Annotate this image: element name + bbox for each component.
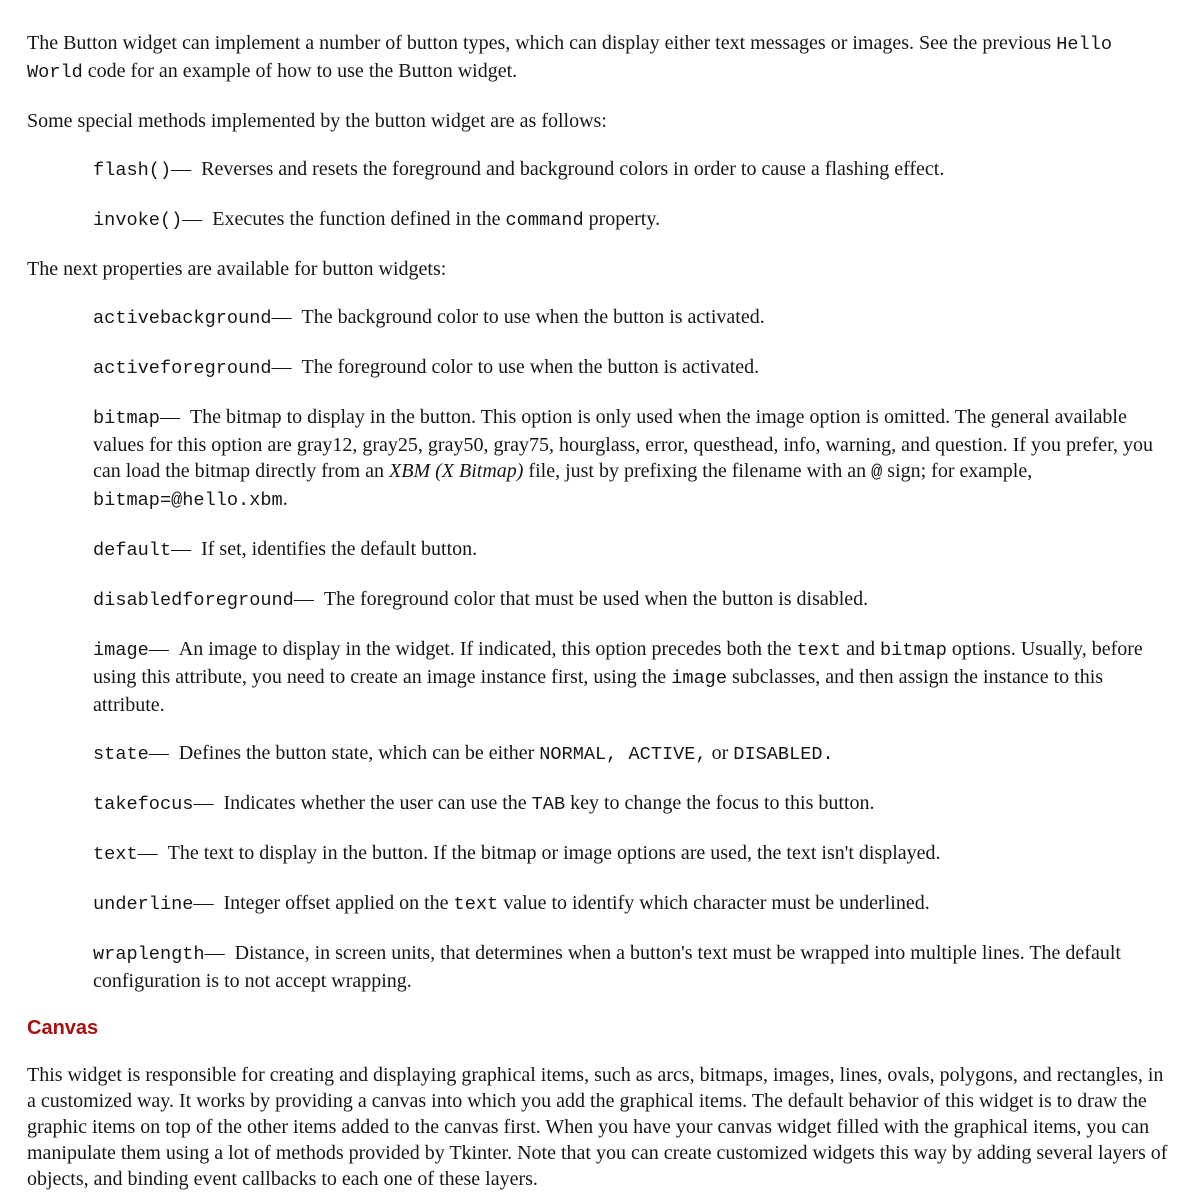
inline-code: @ xyxy=(871,462,883,483)
text-run: — xyxy=(204,942,235,964)
text-run: — xyxy=(293,588,324,610)
text-run: Reverses and resets the foreground and background colors in order to cause a flashing effect. xyxy=(201,158,945,180)
inline-code: bitmap=@hello.xbm xyxy=(93,490,283,511)
text-run: — xyxy=(148,638,179,660)
text-run: An image to display in the widget. If indicated, this option precedes both the xyxy=(178,638,797,660)
text-run: Indicates whether the user can use the xyxy=(223,792,532,814)
inline-code: Hello World xyxy=(27,34,1112,83)
text-run: Executes the function defined in the xyxy=(212,208,506,230)
text-run: The foreground color to use when the button is activated. xyxy=(301,356,760,378)
list-item-activeforeground xyxy=(93,354,1173,382)
inline-code: command xyxy=(505,210,584,231)
text-run: — xyxy=(193,892,224,914)
paragraph-properties-intro xyxy=(27,256,1173,282)
list-item-underline xyxy=(93,890,1173,918)
inline-code: DISABLED. xyxy=(733,744,834,765)
text-run: file, just by prefixing the filename with an xyxy=(523,460,872,482)
inline-code: image xyxy=(671,668,727,689)
inline-code: activeforeground xyxy=(93,358,272,379)
text-run: — xyxy=(148,742,179,764)
inline-code: TAB xyxy=(531,794,566,815)
text-run: — xyxy=(137,842,168,864)
text-run: subclasses, and then assign the instance to this attribute. xyxy=(93,666,1104,716)
inline-code: bitmap xyxy=(93,408,160,429)
inline-italic: XBM (X Bitmap) xyxy=(389,460,524,482)
inline-code: wraplength xyxy=(93,944,205,965)
text-run: Defines the button state, which can be either xyxy=(178,742,540,764)
inline-code: text xyxy=(453,894,499,915)
list-item-state xyxy=(93,740,1173,768)
text-run: code for an example of how to use the Button widget. xyxy=(82,60,518,82)
text-run: The Button widget can implement a number of button types, which can display either text messages or images. See the previous xyxy=(27,32,1057,54)
text-run: The next properties are available for button widgets: xyxy=(27,258,447,280)
list-item-activebackground xyxy=(93,304,1173,332)
inline-code: activebackground xyxy=(93,308,272,329)
list-item-flash xyxy=(93,156,1173,184)
inline-code: NORMAL, ACTIVE, xyxy=(539,744,707,765)
text-run: Some special methods implemented by the button widget are as follows: xyxy=(27,110,607,132)
list-item-image xyxy=(93,636,1173,718)
inline-code: default xyxy=(93,540,172,561)
text-run: The bitmap to display in the button. This option is only used when the image option is omitted. The general available values for this option are gray12, gray25, gray50, gray75, hourglass, error, questhead, info, warning, and question. If you prefer, you can load the bitmap directly from an xyxy=(93,406,1153,482)
inline-code: bitmap xyxy=(879,640,947,661)
text-run: Integer offset applied on the xyxy=(223,892,454,914)
list-item-invoke xyxy=(93,206,1173,234)
text-run: and xyxy=(841,638,880,660)
paragraph-methods-intro xyxy=(27,108,1173,134)
text-run: or xyxy=(706,742,734,764)
inline-code: image xyxy=(93,640,149,661)
inline-code: invoke() xyxy=(93,210,183,231)
inline-code: takefocus xyxy=(93,794,194,815)
text-run: value to identify which character must be underlined. xyxy=(498,892,930,914)
list-item-default xyxy=(93,536,1173,564)
inline-code: disabledforeground xyxy=(93,590,294,611)
inline-code: state xyxy=(93,744,149,765)
text-run: options. Usually, before using this attribute, you need to create an image instance first, using the xyxy=(93,638,1143,688)
text-run: — xyxy=(271,306,302,328)
text-run: — xyxy=(271,356,302,378)
text-run: sign; for example, xyxy=(882,460,1033,482)
paragraph-canvas-intro xyxy=(27,1062,1173,1192)
list-item-wraplength xyxy=(93,940,1173,994)
text-run: If set, identifies the default button. xyxy=(201,538,478,560)
text-run: The text to display in the button. If the bitmap or image options are used, the text isn't displayed. xyxy=(167,842,941,864)
list-item-text xyxy=(93,840,1173,868)
text-run: key to change the focus to this button. xyxy=(565,792,875,814)
section-heading-canvas: Canvas xyxy=(27,1017,99,1039)
text-run: Distance, in screen units, that determines when a button's text must be wrapped into multiple lines. The default configuration is to not accept wrapping. xyxy=(93,942,1121,992)
text-run: — xyxy=(182,208,213,230)
text-run: — xyxy=(171,538,202,560)
text-run: This widget is responsible for creating and displaying graphical items, such as arcs, bitmaps, images, lines, ovals, polygons, and rectangles, in a customized way. It works by providing a canvas into which you add the graphical items. The default behavior of this widget is to draw the graphic items on top of the other items added to the canvas first. When you have your canvas widget filled with the graphical items, you can manipulate them using a lot of methods provided by Tkinter. Note that you can create customized widgets this way by adding several layers of objects, and binding event callbacks to each one of these layers. xyxy=(27,1064,1168,1190)
list-item-disabledforeground xyxy=(93,586,1173,614)
inline-code: flash() xyxy=(93,160,172,181)
list-item-bitmap xyxy=(93,404,1173,514)
text-run: The background color to use when the button is activated. xyxy=(301,306,765,328)
text-run: — xyxy=(171,158,202,180)
list-item-takefocus xyxy=(93,790,1173,818)
text-run: — xyxy=(193,792,224,814)
text-run: . xyxy=(282,488,288,510)
text-run: — xyxy=(159,406,190,428)
text-run: property. xyxy=(583,208,661,230)
inline-code: underline xyxy=(93,894,194,915)
paragraph-button-intro xyxy=(27,30,1173,86)
inline-code: text xyxy=(796,640,842,661)
text-run: The foreground color that must be used when the button is disabled. xyxy=(323,588,869,610)
inline-code: text xyxy=(93,844,138,865)
